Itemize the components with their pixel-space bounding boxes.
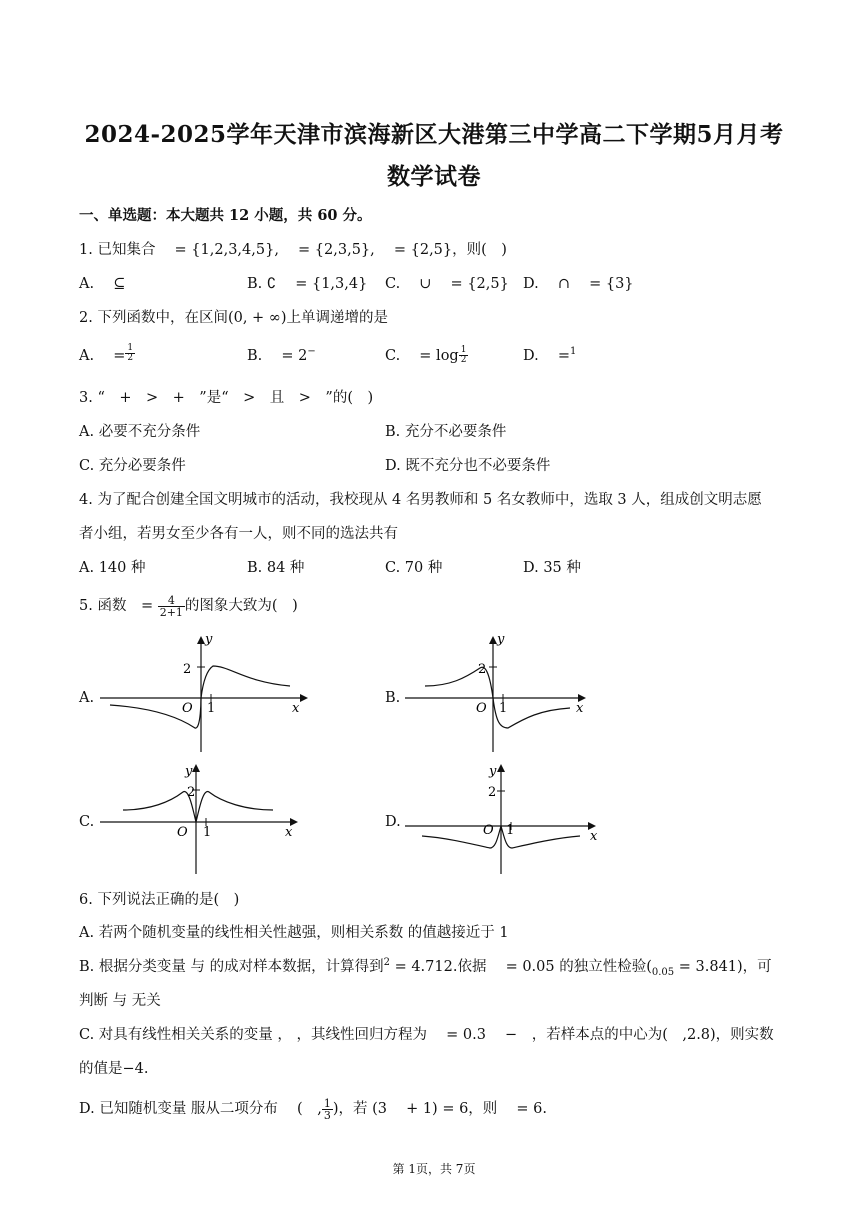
page-footer: 第 1页，共 7页 [392, 1162, 476, 1176]
q6-option-a: A. 若两个随机变量的线性相关性越强，则相关系数 的值越接近于 1 [79, 925, 509, 941]
q2-a-exp-num: 1 [127, 343, 134, 353]
q2-option-c-text: C. = log [385, 348, 459, 364]
q4-option-c: C. 70 种 [385, 560, 443, 576]
q5-graph-d [400, 760, 605, 878]
q1-option-b: B. ∁ = {1,3,4} [247, 276, 368, 292]
q6-option-c-line2: 的值是−4. [79, 1061, 149, 1077]
q5-a-tick-1: 1 [207, 701, 216, 716]
q3-stem: 3. “ + > + ”是“ > 且 > ”的( ) [79, 390, 374, 406]
q6-d-pre: D. 已知随机变量 服从二项分布 ( , [79, 1101, 322, 1117]
q5-graph-b [400, 630, 600, 756]
q6-d-frac-num: 1 [323, 1096, 331, 1110]
q5-c-axis-y: y [185, 764, 193, 779]
q6-option-c-line1: C. 对具有线性相关关系的变量 ， ，其线性回归方程为 = 0.3 − ，若样本点的中心为( ,2.8)，则实数 [79, 1027, 774, 1043]
q5-graph-c [95, 760, 305, 878]
q2-option-c [385, 344, 468, 365]
q6-option-b-line1 [79, 955, 772, 978]
q5-a-tick-2: 2 [183, 662, 192, 677]
q1-option-d: D. ∩ = {3} [523, 276, 634, 292]
q6-option-d [79, 1097, 547, 1121]
q5-a-axis-y: y [205, 632, 213, 647]
q6-b-sub: 0.05 [651, 966, 675, 978]
q3-option-b: B. 充分不必要条件 [385, 424, 507, 440]
q5-d-tick-2: 2 [488, 785, 497, 800]
q2-option-d-text: D. = [523, 348, 570, 364]
q2-option-d [523, 344, 576, 365]
q2-option-a-text: A. = [79, 348, 126, 364]
exam-title-line1: 2024-2025学年天津市滨海新区大港第三中学高二下学期5月月考 [84, 121, 784, 148]
section-heading: 一、单选题：本大题共 12 小题，共 60 分。 [79, 207, 372, 224]
q5-stem-pre: 5. 函数 = [79, 598, 154, 614]
q5-option-c-label: C. [79, 814, 95, 830]
q2-option-b-text: B. = 2 [247, 348, 308, 364]
q4-option-a: A. 140 种 [79, 560, 146, 576]
q5-d-axis-x: x [590, 829, 598, 844]
q6-b-mid: = 4.712.依据 = 0.05 的独立性检验( [389, 959, 652, 975]
q4-stem-line1: 4. 为了配合创建全国文明城市的活动，我校现从 4 名男教师和 5 名女教师中，选取 3 人，组成创文明志愿 [79, 492, 762, 508]
q5-c-axis-x: x [285, 825, 293, 840]
q2-b-exp: − [307, 346, 316, 358]
q5-option-a-label: A. [79, 690, 95, 706]
q5-a-axis-x: x [292, 701, 300, 716]
q5-c-tick-2: 2 [187, 785, 196, 800]
q2-d-exp: 1 [569, 346, 577, 358]
q5-b-axis-x: x [576, 701, 584, 716]
q5-a-origin: O [182, 701, 193, 716]
q6-b-pre: B. 根据分类变量 与 的成对样本数据，计算得到 [79, 959, 384, 975]
q2-a-exp-den: 2 [127, 353, 134, 363]
q4-option-b: B. 84 种 [247, 560, 305, 576]
q5-graph-a [95, 630, 315, 756]
q5-c-origin: O [177, 825, 188, 840]
q3-option-d: D. 既不充分也不必要条件 [385, 458, 551, 474]
q1-option-c: C. ∪ = {2,5} [385, 276, 509, 292]
exam-title-line2: 数学试卷 [387, 163, 481, 190]
q5-option-d-label: D. [385, 814, 401, 830]
q5-b-origin: O [476, 701, 487, 716]
q5-b-tick-1: 1 [499, 701, 508, 716]
q3-option-a: A. 必要不充分条件 [79, 424, 201, 440]
q6-b-post: = 3.841)，可 [674, 959, 772, 975]
q5-option-b-label: B. [385, 690, 401, 706]
q6-b-chi-exp: 2 [383, 957, 390, 969]
q6-d-frac-den: 3 [323, 1108, 331, 1122]
q2-stem: 2. 下列函数中，在区间(0, + ∞)上单调递增的是 [79, 310, 389, 326]
q5-c-tick-1: 1 [203, 825, 212, 840]
q4-option-d: D. 35 种 [523, 560, 581, 576]
q2-option-a [79, 344, 135, 365]
q5-b-axis-y: y [497, 632, 505, 647]
q1-option-a: A. ⊆ [79, 276, 126, 292]
q2-c-base-num: 1 [460, 345, 467, 355]
q4-stem-line2: 者小组，若男女至少各有一人，则不同的选法共有 [79, 526, 398, 542]
q5-frac-den: 2+1 [159, 605, 183, 619]
q3-option-c: C. 充分必要条件 [79, 458, 186, 474]
q1-stem: 1. 已知集合 = {1,2,3,4,5}, = {2,3,5}, = {2,5}，则( ) [79, 242, 507, 258]
q6-stem: 6. 下列说法正确的是( ) [79, 892, 240, 908]
q5-frac-num: 4 [158, 595, 185, 607]
q2-c-base-den: 2 [460, 355, 467, 365]
q5-stem-post: 的图象大致为( ) [184, 598, 298, 614]
q5-d-axis-y: y [489, 764, 497, 779]
q2-option-b [247, 344, 316, 365]
q6-d-post: )，若 (3 + 1) = 6，则 = 6. [332, 1101, 548, 1117]
q5-stem [79, 594, 298, 618]
q5-d-origin: O [483, 823, 494, 838]
q5-b-tick-2: 2 [478, 662, 487, 677]
q5-d-tick-1: 1 [506, 823, 515, 838]
q6-option-b-line2: 判断 与 无关 [79, 993, 161, 1009]
